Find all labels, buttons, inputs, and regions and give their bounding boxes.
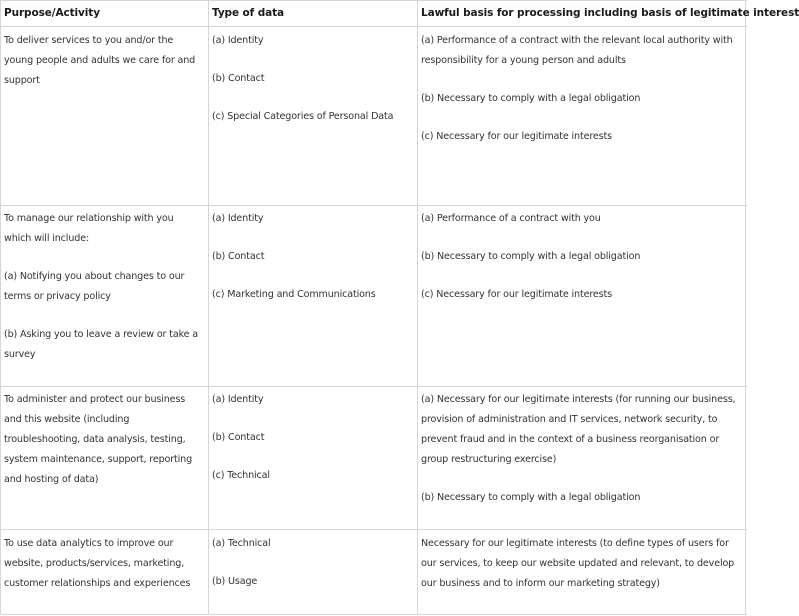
column-divider-1 bbox=[208, 0, 209, 615]
table-border-left bbox=[0, 0, 1, 615]
basis-line: (a) Necessary for our legitimate interests (for running our business, bbox=[421, 394, 736, 405]
column-divider-2 bbox=[417, 0, 418, 615]
basis-line: (a) Performance of a contract with you bbox=[421, 213, 601, 224]
basis-line: (a) Performance of a contract with the relevant local authority with bbox=[421, 35, 733, 46]
purpose-line: (b) Asking you to leave a review or take a bbox=[4, 329, 199, 340]
table-row-2-purpose bbox=[4, 209, 198, 365]
data-type-item: (a) Technical bbox=[212, 538, 271, 549]
basis-line: (c) Necessary for our legitimate interests bbox=[421, 289, 612, 300]
basis-line: Necessary for our legitimate interests (to define types of users for bbox=[421, 538, 729, 549]
purpose-line: and this website (including bbox=[4, 414, 130, 425]
purpose-line: To use data analytics to improve our bbox=[4, 538, 174, 549]
table-row-3-purpose bbox=[4, 390, 192, 490]
table-row-3-basis bbox=[421, 390, 735, 508]
basis-line: (c) Necessary for our legitimate interests bbox=[421, 131, 612, 142]
table-row-2-types bbox=[212, 209, 376, 305]
row-divider-2 bbox=[0, 386, 747, 387]
purpose-line: young people and adults we care for and bbox=[4, 55, 196, 66]
data-type-item: (b) Usage bbox=[212, 576, 258, 587]
basis-line: responsibility for a young person and adults bbox=[421, 55, 626, 66]
basis-line: (b) Necessary to comply with a legal obligation bbox=[421, 251, 641, 262]
table-border-right bbox=[745, 0, 746, 615]
data-type-item: (a) Identity bbox=[212, 35, 264, 46]
purpose-line: survey bbox=[4, 349, 36, 360]
purpose-line: system maintenance, support, reporting bbox=[4, 454, 193, 465]
table-border-top bbox=[0, 0, 747, 1]
basis-line: our business and to inform our marketing strategy) bbox=[421, 578, 660, 589]
data-type-item: (b) Contact bbox=[212, 432, 265, 443]
data-type-item: (c) Technical bbox=[212, 470, 270, 481]
basis-line: our services, to keep our website updated and relevant, to develop bbox=[421, 558, 735, 569]
table-row-3-types bbox=[212, 390, 270, 486]
table-row-1-types bbox=[212, 31, 393, 127]
purpose-line: terms or privacy policy bbox=[4, 291, 111, 302]
header-type-of-data: Type of data bbox=[212, 7, 284, 19]
purpose-line: (a) Notifying you about changes to our bbox=[4, 271, 185, 282]
header-purpose: Purpose/Activity bbox=[4, 7, 100, 19]
table-row-4-basis bbox=[421, 534, 734, 594]
purpose-line: website, products/services, marketing, bbox=[4, 558, 185, 569]
table-row-2-basis bbox=[421, 209, 640, 305]
purpose-line: customer relationships and experiences bbox=[4, 578, 191, 589]
data-type-item: (b) Contact bbox=[212, 73, 265, 84]
purpose-line: To manage our relationship with you bbox=[4, 213, 174, 224]
purpose-line: To administer and protect our business bbox=[4, 394, 186, 405]
basis-line: (b) Necessary to comply with a legal obligation bbox=[421, 93, 641, 104]
table-row-1-basis bbox=[421, 31, 733, 147]
purpose-line: To deliver services to you and/or the bbox=[4, 35, 174, 46]
table-row-1-purpose bbox=[4, 31, 195, 91]
basis-line: prevent fraud and in the context of a business reorganisation or bbox=[421, 434, 720, 445]
row-divider-1 bbox=[0, 205, 747, 206]
data-type-item: (c) Marketing and Communications bbox=[212, 289, 376, 300]
table-row-4-types bbox=[212, 534, 271, 592]
header-divider bbox=[0, 26, 747, 27]
data-type-item: (c) Special Categories of Personal Data bbox=[212, 111, 394, 122]
purpose-line: which will include: bbox=[4, 233, 90, 244]
header-lawful-basis: Lawful basis for processing including basis of legitimate interest bbox=[421, 7, 799, 19]
purpose-line: and hosting of data) bbox=[4, 474, 99, 485]
purpose-line: troubleshooting, data analysis, testing, bbox=[4, 434, 186, 445]
basis-line: group restructuring exercise) bbox=[421, 454, 557, 465]
table-row-4-purpose bbox=[4, 534, 190, 594]
basis-line: provision of administration and IT services, network security, to bbox=[421, 414, 718, 425]
data-type-item: (a) Identity bbox=[212, 394, 264, 405]
purpose-line: support bbox=[4, 75, 40, 86]
data-type-item: (b) Contact bbox=[212, 251, 265, 262]
basis-line: (b) Necessary to comply with a legal obligation bbox=[421, 492, 641, 503]
table-border-bottom bbox=[0, 614, 747, 615]
data-type-item: (a) Identity bbox=[212, 213, 264, 224]
row-divider-3 bbox=[0, 529, 747, 530]
